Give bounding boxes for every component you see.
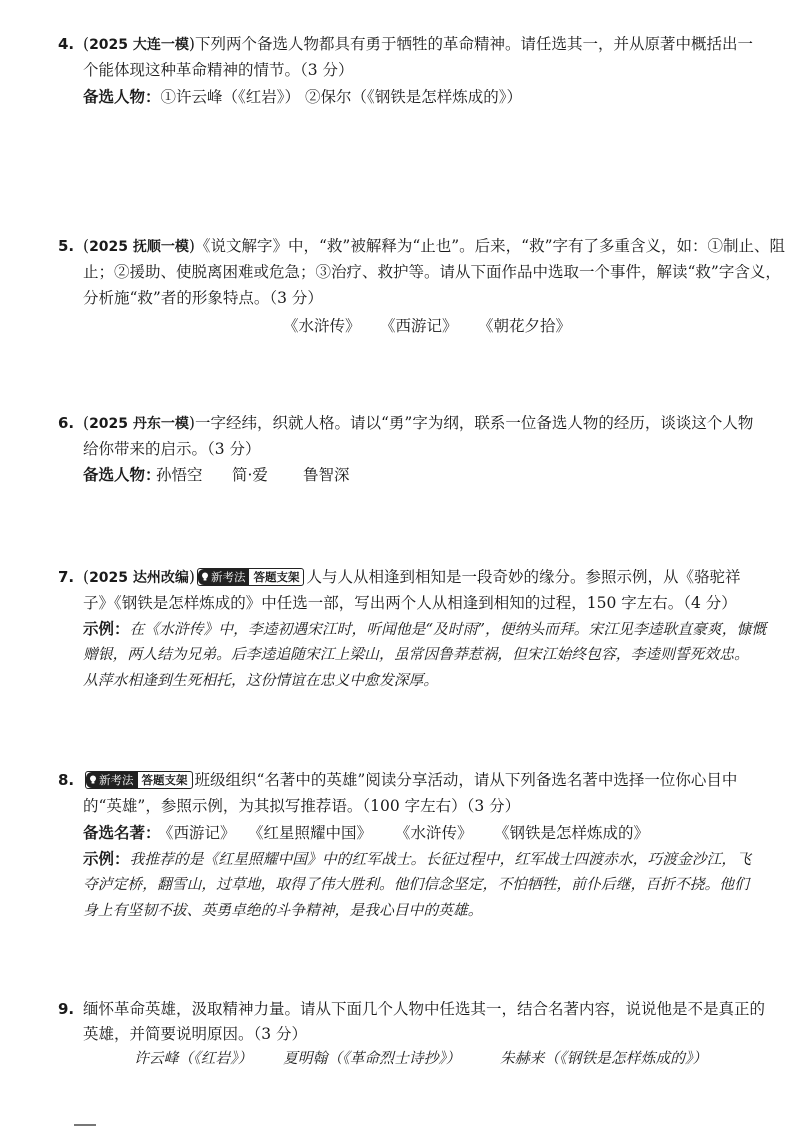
question-source: 2025 抚顺一模	[89, 239, 189, 255]
work-title: 《西游记》	[380, 317, 458, 335]
example-text: 夺泸定桥，翻雪山，过草地，取得了伟大胜利。他们信念坚定，不怕牺牲，前仆后继，百折不挠。他们	[83, 876, 749, 893]
example-text: 从萍水相逢到生死相托，这份情谊在忠义中愈发深厚。	[83, 672, 439, 689]
question-text: 缅怀革命英雄，汲取精神力量。请从下面几个人物中任选其一，结合名著内容，说说他是不是真正的	[83, 1000, 766, 1018]
badge-support-label: 答题支架	[253, 569, 300, 584]
question-text: 分析施“救”者的形象特点。（3 分）	[83, 289, 323, 307]
question-number: 6.	[58, 414, 75, 432]
badge-new-label: 新考法	[210, 569, 246, 584]
option-person: 朱赫来（《钢铁是怎样炼成的》）	[500, 1050, 708, 1067]
question-text: 人与人从相逢到相知是一段奇妙的缘分。参照示例，从《骆驼祥	[306, 568, 741, 586]
option-person: 夏明翰（《革命烈士诗抄》）	[283, 1050, 461, 1067]
example-label: 示例：	[83, 850, 130, 868]
lightbulb-icon	[89, 775, 97, 784]
candidates-list: ①许云峰（《红岩》） ②保尔（《钢铁是怎样炼成的》）	[160, 88, 522, 106]
candidate: 简·爱	[232, 466, 268, 484]
candidate: 孙悟空	[156, 466, 203, 484]
candidates-label: 备选人物：	[83, 466, 161, 484]
page-corner-mark	[74, 1124, 96, 1126]
candidates-label: 备选人物：	[83, 88, 161, 106]
example-text: 我推荐的是《红星照耀中国》中的红军战士。长征过程中，红军战士四渡赤水，巧渡金沙江，飞	[129, 851, 751, 868]
question-number: 5.	[58, 237, 75, 255]
question-source: 2025 丹东一模	[89, 416, 189, 432]
question-text: 止；②援助、使脱离困难或危急；③治疗、救护等。请从下面作品中选取一个事件，解读“救”字含义，	[83, 263, 781, 281]
question-text: 《说文解字》中，“救”被解释为“止也”。后来，“救”字有了多重含义，如：①制止、阻	[194, 237, 786, 255]
question-source: 2025 达州改编	[89, 570, 189, 586]
question-number: 8.	[58, 771, 75, 789]
candidate-book: 《西游记》	[158, 824, 236, 842]
new-method-badge	[85, 771, 193, 789]
option-person: 许云峰（《红岩》）	[134, 1050, 253, 1067]
candidate-book: 《水浒传》	[395, 824, 473, 842]
lightbulb-icon	[201, 572, 209, 581]
example-text: 赠银，两人结为兄弟。后李逵追随宋江上梁山，虽常因鲁莽惹祸，但宋江始终包容，李逵则誓死效忠。	[83, 646, 749, 663]
question-source: 2025 大连一模	[89, 37, 189, 53]
badge-support-label: 答题支架	[141, 772, 188, 787]
question-text: 一字经纬，织就人格。请以“勇”字为纲，联系一位备选人物的经历，谈谈这个人物	[194, 414, 754, 432]
question-number: 4.	[58, 35, 75, 53]
question-text: 的“英雄”，参照示例，为其拟写推荐语。（100 字左右）（3 分）	[83, 797, 521, 815]
question-number: 9.	[58, 1000, 75, 1018]
candidate-book: 《红星照耀中国》	[248, 824, 373, 842]
candidate-book: 《钢铁是怎样炼成的》	[494, 824, 650, 842]
example-text: 身上有坚韧不拔、英勇卓绝的斗争精神，是我心目中的英雄。	[83, 902, 483, 919]
candidates-label: 备选名著：	[83, 824, 161, 842]
question-text: 给你带来的启示。（3 分）	[83, 440, 261, 458]
work-title: 《水浒传》	[283, 317, 361, 335]
question-text: 个能体现这种革命精神的情节。（3 分）	[83, 61, 354, 79]
candidate: 鲁智深	[303, 466, 350, 484]
example-text: 在《水浒传》中，李逵初遇宋江时，听闻他是“及时雨”，便纳头而拜。宋江见李逵耿直豪爽，慷慨	[129, 621, 767, 638]
question-text: 子》《钢铁是怎样炼成的》中任选一部，写出两个人从相逢到相知的过程，150 字左右。（4 分）	[83, 594, 737, 612]
work-title: 《朝花夕拾》	[478, 317, 572, 335]
question-text: 英雄，并简要说明原因。（3 分）	[83, 1025, 308, 1043]
question-number: 7.	[58, 568, 75, 586]
example-label: 示例：	[83, 620, 130, 638]
new-method-badge	[197, 568, 305, 586]
question-text: 班级组织“名著中的英雄”阅读分享活动，请从下列备选名著中选择一位你心目中	[194, 771, 738, 789]
question-text: 下列两个备选人物都具有勇于牺牲的革命精神。请任选其一，并从原著中概括出一	[194, 35, 753, 53]
badge-new-label: 新考法	[99, 772, 134, 787]
